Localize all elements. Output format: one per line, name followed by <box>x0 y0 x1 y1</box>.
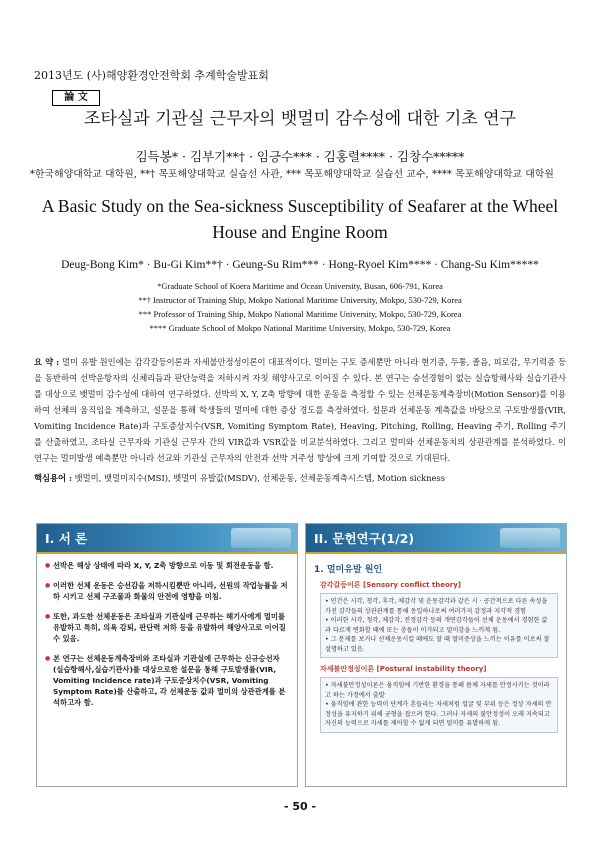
theory-box <box>320 593 558 658</box>
affiliation-line: **† Instructor of Training Ship, Mokpo National Maritime University, Mokpo, 530-729, Korea <box>138 295 462 305</box>
keywords-text: 뱃멀미, 뱃멀미지수(MSI), 뱃멀미 유발값(MSDV), 선체운동, 선체운동계측시스템, Motion sickness <box>74 473 445 483</box>
conference-header: 2013년도 (사)해양환경안전학회 추계학술발표회 <box>34 69 269 82</box>
slide-header <box>37 524 297 552</box>
english-title-line2: House and Engine Room <box>212 222 388 242</box>
abstract <box>34 354 566 466</box>
slide-bullet: ● 선박은 해상 상태에 따라 X, Y, Z축 방향으로 이동 및 회전운동을 함. <box>45 560 289 571</box>
theory-point: • 자세불안정성이론은 움직임에 기반한 환경을 통해 몸체 자세를 안정시키는 것이라고 하는 가정에서 출발 <box>325 682 550 699</box>
theory-point: • 이러한 시각, 청각, 체감각, 전정감각 등의 개연감각들이 선체 운동에서 경험한 값과 다르게 변화할 때에 또는 충돌이 이가되고 멀미감을 느끼게 됨. <box>325 617 548 634</box>
theory-point: • 그 문제를 보거나 선체운동시킬 때에도 잘 때 멀미증상을 느끼는 이유를 이로써 잘 설명하고 있음. <box>325 636 550 653</box>
keywords-label: 핵심용어 : <box>34 473 73 483</box>
ship-image <box>500 528 560 548</box>
slide-header <box>306 524 566 552</box>
slide-body <box>37 554 297 708</box>
abstract-label: 요 약 : <box>34 357 60 367</box>
slide-heading: 1. 멀미유발 원인 <box>314 565 383 575</box>
english-title-line1: A Basic Study on the Sea-sickness Susceptibility of Seafarer at the Wheel <box>41 196 559 216</box>
theory-title: 감각갈등이론 [Sensory conflict theory] <box>320 581 461 589</box>
korean-title: 조타실과 기관실 근무자의 뱃멀미 감수성에 대한 기초 연구 <box>84 109 516 129</box>
slide-introduction <box>36 523 298 787</box>
ship-image <box>231 528 291 548</box>
english-title <box>20 193 580 245</box>
slide-bullet: ● 이러한 선체 운동은 승선감을 저하시킴뿐만 아니라, 선원의 작업능률을 저하 시키고 선체 구조물과 화물의 안전에 영향을 미침. <box>45 580 289 602</box>
article-type-tag: 論 文 <box>52 90 100 106</box>
slide-literature-review <box>305 523 567 787</box>
korean-affiliations: *한국해양대학교 대학원, **† 목포해양대학교 실습선 사관, *** 목포해양대학교 실습선 교수, **** 목포해양대학교 대학원 <box>30 169 554 180</box>
affiliation-line: **** Graduate School of Mokpo National Maritime University, Mokpo, 530-729, Korea <box>149 323 451 333</box>
affiliation-line: *** Professor of Training Ship, Mokpo National Maritime University, Mokpo, 530-729, Korea <box>138 309 462 319</box>
slide-bullet: ● 또한, 과도한 선체운동은 조타실과 기관실에 근무하는 해기사에게 멀미를 유발하고 특히, 의욕 감퇴, 판단력 저하 등을 유발하여 해양사고로 이어질 수 있음. <box>45 611 289 644</box>
slide-title: I. 서 론 <box>45 531 88 546</box>
english-authors: Deug-Bong Kim* · Bu-Gi Kim**† · Geung-Su Rim*** · Hong-Ryoel Kim**** · Chang-Su Kim***** <box>61 259 539 271</box>
page-number: - 50 - <box>283 800 317 813</box>
slide-body <box>306 554 566 733</box>
theory-box <box>320 677 558 733</box>
english-affiliations <box>0 279 600 335</box>
abstract-text: 멀미 유발 원인에는 감각갈등이론과 자세불안정성이론이 대표적이다. 멀미는 구토 증세뿐만 아니라 현기증, 두통, 졸음, 피로감, 무기력증 등을 동반하여 선박운항자의 신체리듬과 판단능력을 저하시켜 자칫 해양사고로 이어질 수 있다. 본 연구는 승선경험이 없는 실습항해사와 실습기관사를 대상으로 뱃멀미 감수성에 대하여 연구하였다. 선박의 X, Y, Z축 방향에 대한 운동을 측정할 수 있는 선체운동계측장비(Motion Sensor)를 이용하여 선체의 움직임을 계측하고, 설문을 통해 학생들의 멀미에 대한 증상 경도를 측정하였다. 설문과 선체운동 계측값을 바탕으로 구토발생률(VIR, Vomiting Incidence Rate)과 구토증상지수(VSR, Vomiting Symptom Rate), Heaving, Pitching, Rolling, Heaving 주기, Rolling 주기를 산출하였고, 조타실 근무자와 기관실 근무자 간의 VIR값과 VSR값을 비교분석하였다. 그리고 멀미와 선체운동치의 상관관계를 분석하였다. 이 연구는 멀미발생 예측뿐만 아니라 선교와 기관실 근무자의 안전과 선박 거주성 향상에 크게 기여할 것으로 기대된다. <box>34 357 567 463</box>
keywords <box>34 472 574 484</box>
theory-point: • 움직임에 관한 능력이 단계가 흔들리는 자세처럼 얼굴 및 부위 등은 정상 자세의 안정성을 유지하기 위해 균형을 잡으려 한다. 그러나 자세의 불안정성이 오래 지속되고 자신의 능력으로 자세를 제어할 수 없게 되면 멀미를 유발하게 됨. <box>325 701 552 727</box>
slide-bullet: ● 본 연구는 선체운동계측장비와 조타실과 기관실에 근무하는 신규승선자(실습항해사,실습기관사)를 대상으로한 설문을 통해 구토발생률(VIR, Vomiting Incidence rate)과 구토증상지수(VSR, Vomiting Symptom Rate)를 산출하고, 각 선체운동 값과 멀미의 상관관계를 분석하고자 함. <box>45 653 289 708</box>
theory-point: • 인간은 시각, 청각, 후각, 체감각 및 운동감각과 같은 시 · 공간적으로 다른 속성을 가진 감각들의 상관관계를 통해 동일하나로써 여러가지 감정과 지각적 경험 <box>325 598 548 615</box>
slide-title: II. 문헌연구(1/2) <box>314 531 415 546</box>
theory-title: 자세불안정성이론 [Postural instability theory] <box>320 665 487 673</box>
korean-authors: 김득봉* · 김부기**† · 임긍수*** · 김홍렬**** · 김창수***** <box>135 149 465 164</box>
affiliation-line: *Graduate School of Koera Maritime and Ocean University, Busan, 606-791, Korea <box>157 281 443 291</box>
